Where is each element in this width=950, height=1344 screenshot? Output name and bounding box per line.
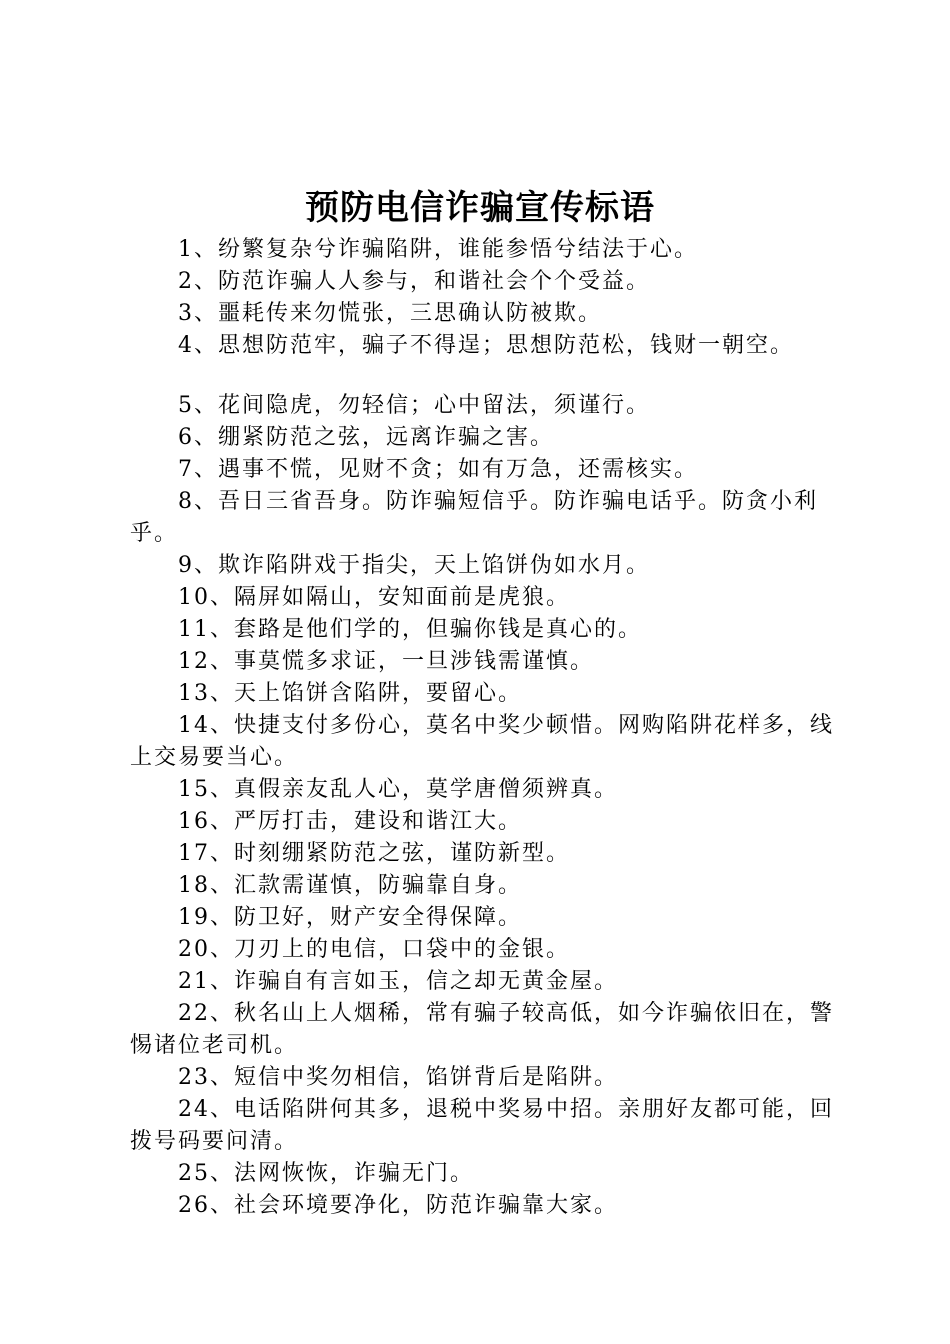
slogan-item: 9、欺诈陷阱戏于指尖，天上馅饼伪如水月。 <box>178 553 650 578</box>
slogan-item: 11、套路是他们学的，但骗你钱是真心的。 <box>178 617 642 642</box>
slogan-item: 17、时刻绷紧防范之弦，谨防新型。 <box>178 841 570 866</box>
slogan-item: 2、防范诈骗人人参与，和谐社会个个受益。 <box>178 269 650 294</box>
slogan-item: 24、电话陷阱何其多，退税中奖易中招。亲朋好友都可能，回拨号码要问清。 <box>130 1097 834 1154</box>
slogan-item: 21、诈骗自有言如玉，信之却无黄金屋。 <box>178 969 618 994</box>
slogan-item: 18、汇款需谨慎，防骗靠自身。 <box>178 873 522 898</box>
slogan-item: 1、纷繁复杂兮诈骗陷阱，谁能参悟兮结法于心。 <box>178 237 698 262</box>
slogan-item: 10、隔屏如隔山，安知面前是虎狼。 <box>178 585 570 610</box>
slogan-item: 12、事莫慌多求证，一旦涉钱需谨慎。 <box>178 649 594 674</box>
document-title: 预防电信诈骗宣传标语 <box>305 188 655 228</box>
slogan-item: 16、严厉打击，建设和谐江大。 <box>178 809 522 834</box>
paragraph-gap <box>130 362 835 390</box>
slogan-item: 6、绷紧防范之弦，远离诈骗之害。 <box>178 425 554 450</box>
slogan-item: 4、思想防范牢，骗子不得逞；思想防范松，钱财一朝空。 <box>178 333 794 358</box>
slogan-item: 13、天上馅饼含陷阱，要留心。 <box>178 681 522 706</box>
slogan-item: 3、噩耗传来勿慌张，三思确认防被欺。 <box>178 301 602 326</box>
slogan-item: 22、秋名山上人烟稀，常有骗子较高低，如今诈骗依旧在，警惕诸位老司机。 <box>130 1001 834 1058</box>
slogan-item: 19、防卫好，财产安全得保障。 <box>178 905 522 930</box>
slogan-item: 8、吾日三省吾身。防诈骗短信乎。防诈骗电话乎。防贪小利乎。 <box>130 489 818 546</box>
slogan-item: 23、短信中奖勿相信，馅饼背后是陷阱。 <box>178 1065 618 1090</box>
slogan-item: 20、刀刃上的电信，口袋中的金银。 <box>178 937 570 962</box>
slogan-item: 15、真假亲友乱人心，莫学唐僧须辨真。 <box>178 777 618 802</box>
slogan-item: 5、花间隐虎，勿轻信；心中留法，须谨行。 <box>178 393 650 418</box>
slogan-list <box>130 234 835 1222</box>
slogan-item: 26、社会环境要净化，防范诈骗靠大家。 <box>178 1193 618 1218</box>
slogan-item: 14、快捷支付多份心，莫名中奖少顿惜。网购陷阱花样多，线上交易要当心。 <box>130 713 834 770</box>
slogan-item: 25、法网恢恢，诈骗无门。 <box>178 1161 474 1186</box>
slogan-item: 7、遇事不慌，见财不贪；如有万急，还需核实。 <box>178 457 698 482</box>
